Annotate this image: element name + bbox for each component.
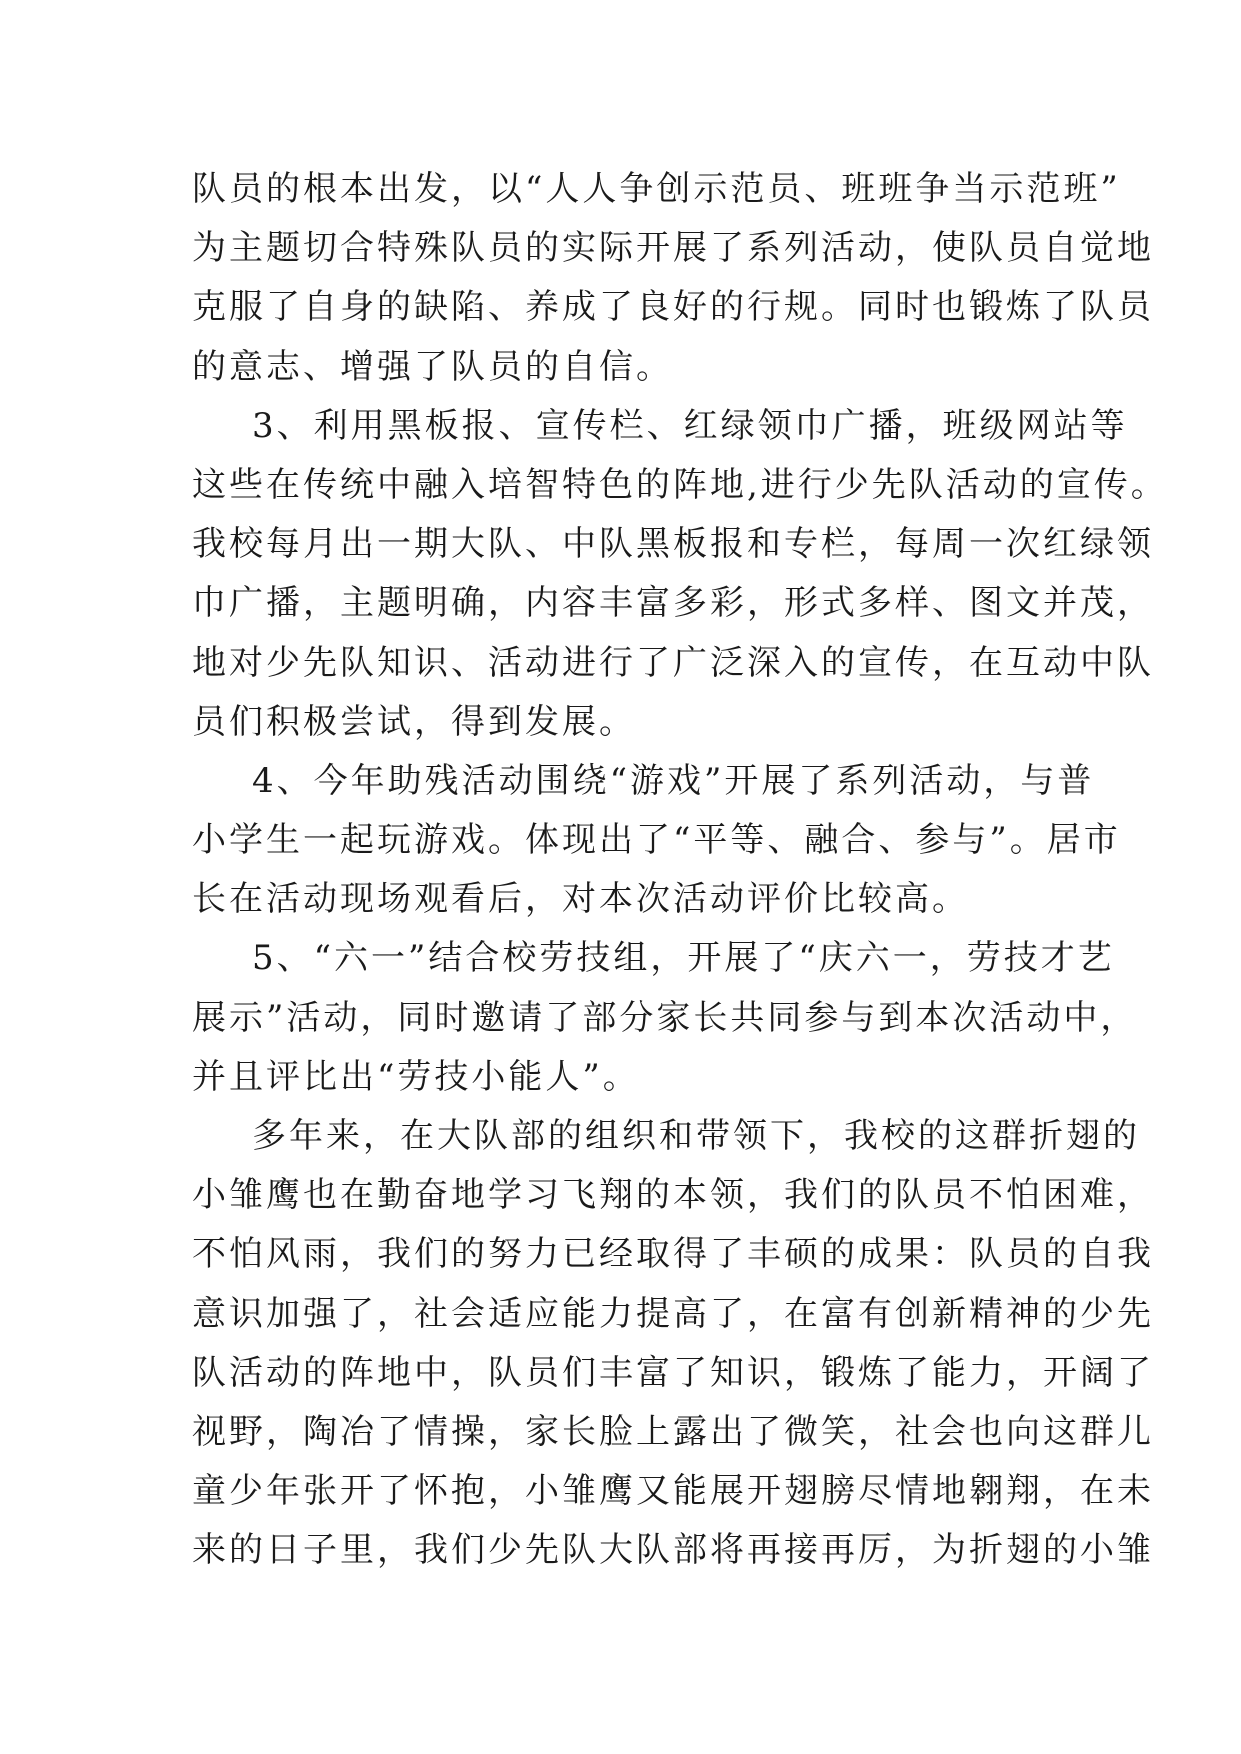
paragraph-start-line: 多年来，在大队部的组织和带领下，我校的这群折翅的 [252,1116,1140,1156]
text-line: 队活动的阵地中，队员们丰富了知识，锻炼了能力，开阔了 [192,1352,1154,1393]
text-line: 来的日子里，我们少先队大队部将再接再厉，为折翅的小雏 [192,1530,1154,1571]
text-line: 不怕风雨，我们的努力已经取得了丰硕的成果：队员的自我 [192,1234,1154,1275]
body-text [192,160,1168,1581]
text-line: 我校每月出一期大队、中队黑板报和专栏，每周一次红绿领 [192,524,1154,565]
paragraph-start-line: 5、“六一”结合校劳技组，开展了“庆六一，劳技才艺 [252,938,1115,979]
text-line: 为主题切合特殊队员的实际开展了系列活动，使队员自觉地 [192,228,1154,269]
text-line: 的意志、增强了队员的自信。 [192,346,673,387]
text-line: 展示”活动，同时邀请了部分家长共同参与到本次活动中， [192,997,1138,1038]
paragraph-start-line: 3、利用黑板报、宣传栏、红绿领巾广播，班级网站等 [252,405,1128,446]
text-line: 巾广播，主题明确，内容丰富多彩，形式多样、图文并茂， [192,583,1154,624]
text-line: 童少年张开了怀抱，小雏鹰又能展开翅膀尽情地翱翔，在未 [192,1471,1154,1512]
text-line: 地对少先队知识、活动进行了广泛深入的宣传，在互动中队 [192,642,1154,683]
text-line: 意识加强了，社会适应能力提高了，在富有创新精神的少先 [192,1293,1154,1334]
paragraph-start-line: 4、今年助残活动围绕“游戏”开展了系列活动，与普 [252,760,1095,801]
text-line: 小雏鹰也在勤奋地学习飞翔的本领，我们的队员不怕困难， [192,1175,1154,1216]
text-line: 小学生一起玩游戏。体现出了“平等、融合、参与”。居市 [192,820,1121,861]
text-line: 这些在传统中融入培智特色的阵地,进行少先队活动的宣传。 [192,464,1168,505]
text-line: 员们积极尝试，得到发展。 [192,701,636,742]
text-line: 并且评比出“劳技小能人”。 [192,1056,640,1097]
text-line: 队员的根本出发，以“人人争创示范员、班班争当示范班” [192,169,1121,209]
text-line: 克服了自身的缺陷、养成了良好的行规。同时也锻炼了队员 [192,287,1154,328]
text-line: 长在活动现场观看后，对本次活动评价比较高。 [192,879,969,920]
text-line: 视野，陶冶了情操，家长脸上露出了微笑，社会也向这群儿 [192,1411,1154,1452]
